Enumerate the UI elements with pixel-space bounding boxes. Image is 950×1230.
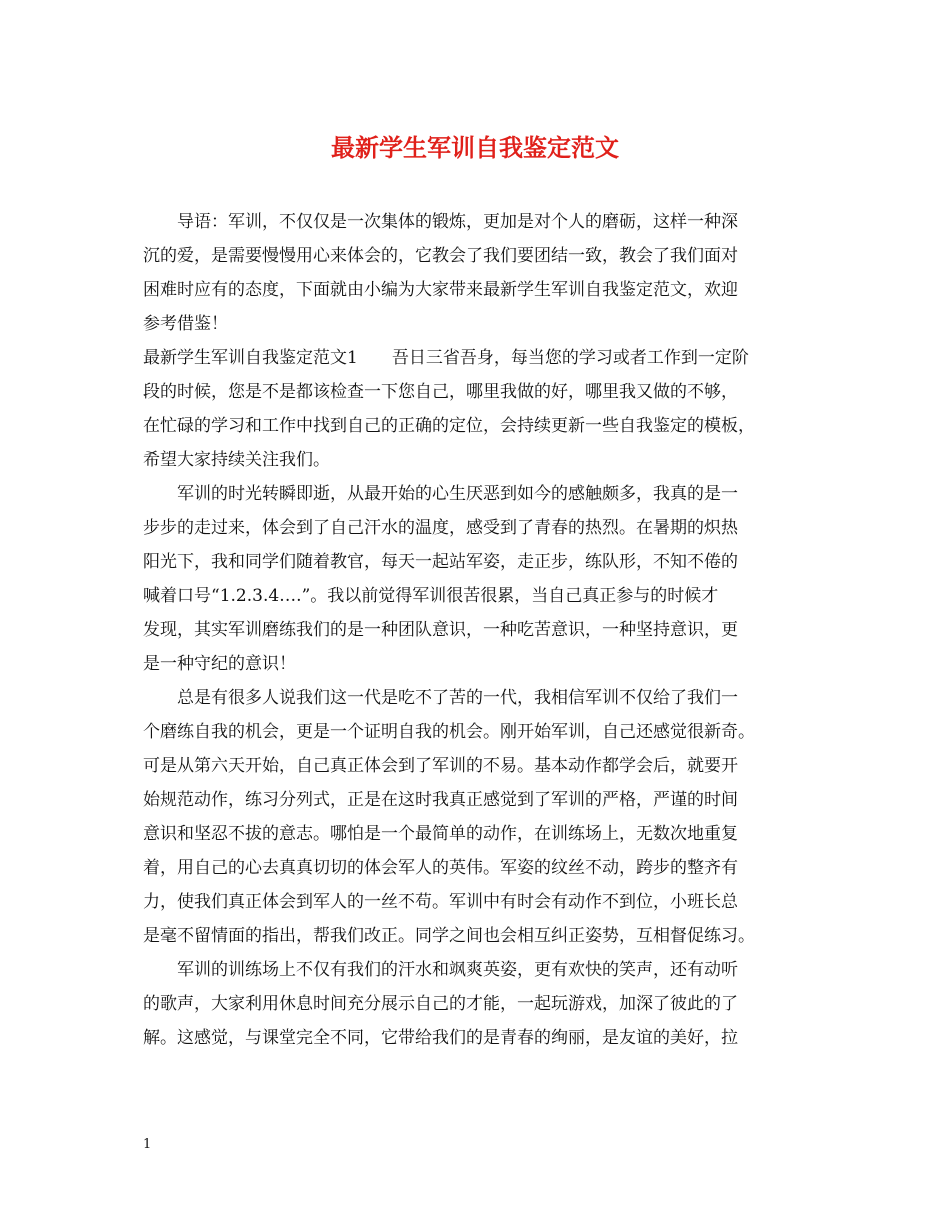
paragraph-line: 是毫不留情面的指出，帮我们改正。同学之间也会相互纠正姿势，互相督促练习。 bbox=[143, 926, 755, 946]
paragraph-line: 参考借鉴！ bbox=[143, 314, 228, 334]
paragraph-line: 可是从第六天开始，自己真正体会到了军训的不易。基本动作都学会后，就要开 bbox=[143, 756, 738, 776]
paragraph-line: 在忙碌的学习和工作中找到自己的正确的定位，会持续更新一些自我鉴定的模板， bbox=[143, 416, 755, 436]
paragraph-line: 导语：军训，不仅仅是一次集体的锻炼，更加是对个人的磨砺，这样一种深 bbox=[143, 212, 738, 232]
paragraph-line: 困难时应有的态度，下面就由小编为大家带来最新学生军训自我鉴定范文，欢迎 bbox=[143, 280, 738, 300]
paragraph-line: 步步的走过来，体会到了自己汗水的温度，感受到了青春的热烈。在暑期的炽热 bbox=[143, 518, 738, 538]
page-number: 1 bbox=[143, 1137, 152, 1152]
paragraph-line: 意识和坚忍不拔的意志。哪怕是一个最简单的动作，在训练场上，无数次地重复 bbox=[143, 824, 738, 844]
paragraph-line: 军训的训练场上不仅有我们的汗水和飒爽英姿，更有欢快的笑声，还有动听 bbox=[143, 960, 738, 980]
paragraph-line: 总是有很多人说我们这一代是吃不了苦的一代，我相信军训不仅给了我们一 bbox=[143, 688, 738, 708]
paragraph-line: 始规范动作，练习分列式，正是在这时我真正感觉到了军训的严格，严谨的时间 bbox=[143, 790, 738, 810]
paragraph-line: 喊着口号“1.2.3.4….”。我以前觉得军训很苦很累，当自己真正参与的时候才 bbox=[143, 586, 719, 606]
paragraph-line: 段的时候，您是不是都该检查一下您自己，哪里我做的好，哪里我又做的不够， bbox=[143, 382, 738, 402]
paragraph-line: 的歌声，大家利用休息时间充分展示自己的才能，一起玩游戏，加深了彼此的了 bbox=[143, 994, 738, 1014]
page-title: 最新学生军训自我鉴定范文 bbox=[331, 133, 619, 162]
paragraph-line: 解。这感觉，与课堂完全不同，它带给我们的是青春的绚丽，是友谊的美好，拉 bbox=[143, 1028, 738, 1048]
paragraph-line: 最新学生军训自我鉴定范文1 吾日三省吾身，每当您的学习或者工作到一定阶 bbox=[143, 348, 749, 368]
paragraph-line: 个磨练自我的机会，更是一个证明自我的机会。刚开始军训，自己还感觉很新奇。 bbox=[143, 722, 755, 742]
paragraph-line: 阳光下，我和同学们随着教官，每天一起站军姿，走正步，练队形，不知不倦的 bbox=[143, 552, 738, 572]
paragraph-line: 着，用自己的心去真真切切的体会军人的英伟。军姿的纹丝不动，跨步的整齐有 bbox=[143, 858, 738, 878]
paragraph-line: 是一种守纪的意识！ bbox=[143, 654, 296, 674]
paragraph-line: 力，使我们真正体会到军人的一丝不苟。军训中有时会有动作不到位，小班长总 bbox=[143, 892, 738, 912]
paragraph-line: 沉的爱，是需要慢慢用心来体会的，它教会了我们要团结一致，教会了我们面对 bbox=[143, 246, 738, 266]
paragraph-line: 希望大家持续关注我们。 bbox=[143, 450, 330, 470]
paragraph-line: 军训的时光转瞬即逝，从最开始的心生厌恶到如今的感触颇多，我真的是一 bbox=[143, 484, 738, 504]
paragraph-line: 发现，其实军训磨练我们的是一种团队意识，一种吃苦意识，一种坚持意识，更 bbox=[143, 620, 738, 640]
